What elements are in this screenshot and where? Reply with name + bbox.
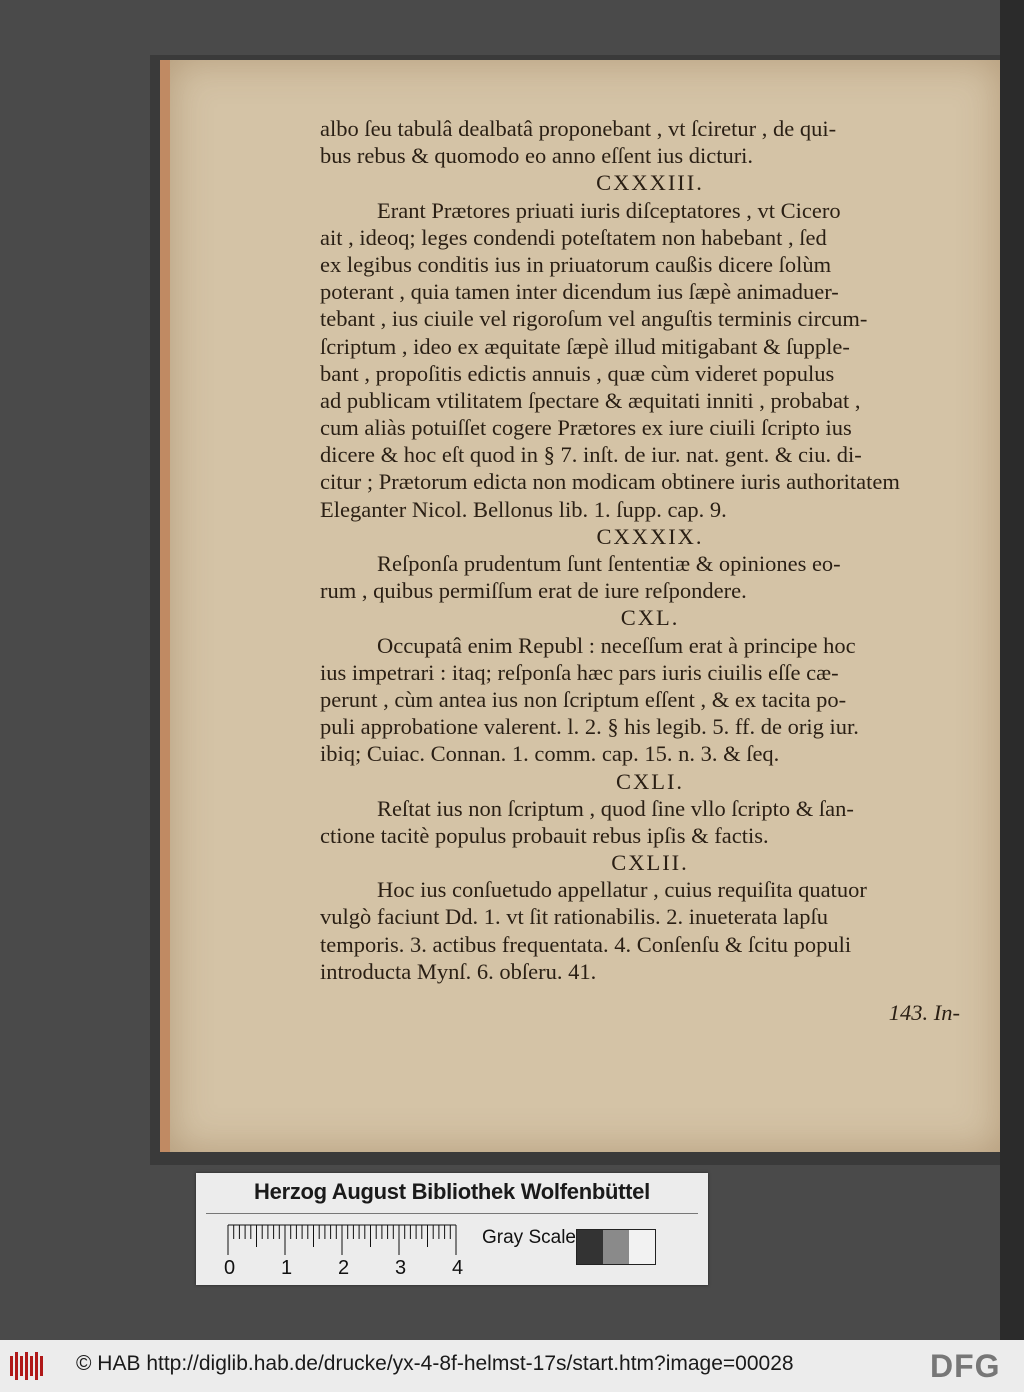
gray-swatch <box>577 1230 603 1264</box>
dfg-logo: DFG <box>930 1348 1001 1384</box>
text-line: puli approbatione valerent. l. 2. § his legib. 5. ff. de orig iur. <box>320 714 859 740</box>
text-line: tebant , ius ciuile vel rigoroſum vel anguſtis terminis circum- <box>320 306 868 332</box>
text-line: perunt , cùm antea ius non ſcriptum eſſent , & ex tacita po- <box>320 686 847 712</box>
text-line: ſcriptum , ideo ex æquitate ſæpè illud mitigabant & ſupple- <box>320 333 850 359</box>
text-line: Eleganter Nicol. Bellonus lib. 1. ſupp. cap. 9. <box>320 496 727 522</box>
page-text <box>320 115 960 1026</box>
text-line: Erant Prætores priuati iuris diſceptatores , vt Cicero <box>377 197 841 223</box>
text-line: bant , propoſitis edictis annuis , quæ cùm videret populus <box>320 360 835 386</box>
text-line: ex legibus conditis ius in priuatorum caußis dicere ſolùm <box>320 251 832 277</box>
color-calibration-card <box>196 1173 708 1285</box>
ruler-number: 1 <box>281 1257 293 1279</box>
text-line: Reſtat ius non ſcriptum , quod ſine vllo ſcripto & ſan- <box>377 795 854 821</box>
text-line: cum aliàs potuiſſet cogere Prætores ex iure ciuili ſcripto ius <box>320 415 852 441</box>
text-line: Occupatâ enim Republ : neceſſum erat à principe hoc <box>377 632 856 658</box>
ruler-number: 4 <box>452 1257 464 1279</box>
text-line: ait , ideoq; leges condendi poteſtatem non habebant , ſed <box>320 224 827 250</box>
footer-bar <box>0 1340 1024 1392</box>
ruler-numbers <box>220 1257 480 1279</box>
library-name: Herzog August Bibliothek Wolfenbüttel <box>254 1179 650 1204</box>
hab-logo-icon <box>10 1352 48 1380</box>
text-line: Hoc ius conſuetudo appellatur , cuius requiſita quatuor <box>377 877 867 903</box>
section-heading: CXLII. <box>611 850 689 876</box>
text-line: ibiq; Cuiac. Connan. 1. comm. cap. 15. n. 3. & ſeq. <box>320 741 780 767</box>
card-divider <box>206 1213 698 1214</box>
text-line: temporis. 3. actibus frequentata. 4. Conſenſu & ſcitu populi <box>320 931 852 957</box>
text-line: introducta Mynſ. 6. obſeru. 41. <box>320 958 597 984</box>
section-heading: CXLI. <box>615 768 685 794</box>
section-heading: CXXXIII. <box>596 170 704 196</box>
ruler-number: 2 <box>338 1257 350 1279</box>
text-line: vulgò faciunt Dd. 1. vt ſit rationabilis. 2. inueterata lapſu <box>320 904 829 930</box>
gray-swatch <box>629 1230 655 1264</box>
text-line: albo ſeu tabulâ dealbatâ proponebant , vt ſciretur , de qui- <box>320 116 837 141</box>
text-line: Reſponſa prudentum ſunt ſententiæ & opiniones eo- <box>377 551 841 576</box>
text-line: citur ; Prætorum edicta non modicam obtinere iuris authoritatem <box>320 469 900 495</box>
section-heading: CXL. <box>620 605 680 631</box>
catchword: 143. In- <box>888 1000 960 1025</box>
mount-right-strip <box>1000 0 1024 1340</box>
text-line: ius impetrari : itaq; reſponſa hæc pars iuris ciuilis eſſe cæ- <box>320 659 839 685</box>
text-line: poterant , quia tamen inter dicendum ius ſæpè animaduer- <box>320 279 839 305</box>
gray-swatch <box>603 1230 629 1264</box>
text-line: ad publicam vtilitatem ſpectare & æquitati inniti , probabat , <box>320 387 861 413</box>
gray-scale-swatches <box>576 1229 656 1265</box>
text-line: ctione tacitè populus probauit rebus ipſis & factis. <box>320 822 769 848</box>
text-line: rum , quibus permiſſum erat de iure reſpondere. <box>320 578 747 604</box>
book-page <box>160 60 1000 1152</box>
copyright-url-text: © HAB http://diglib.hab.de/drucke/yx-4-8f-helmst-17s/start.htm?image=00028 <box>76 1352 794 1375</box>
text-line: dicere & hoc eſt quod in § 7. inſt. de iur. nat. gent. & ciu. di- <box>320 442 862 468</box>
text-line: bus rebus & quomodo eo anno eſſent ius dicturi. <box>320 143 754 169</box>
section-heading: CXXXIX. <box>596 523 704 549</box>
ruler-number: 0 <box>224 1257 236 1279</box>
ruler-number: 3 <box>395 1257 407 1279</box>
gray-scale-label: Gray Scale <box>482 1227 576 1248</box>
